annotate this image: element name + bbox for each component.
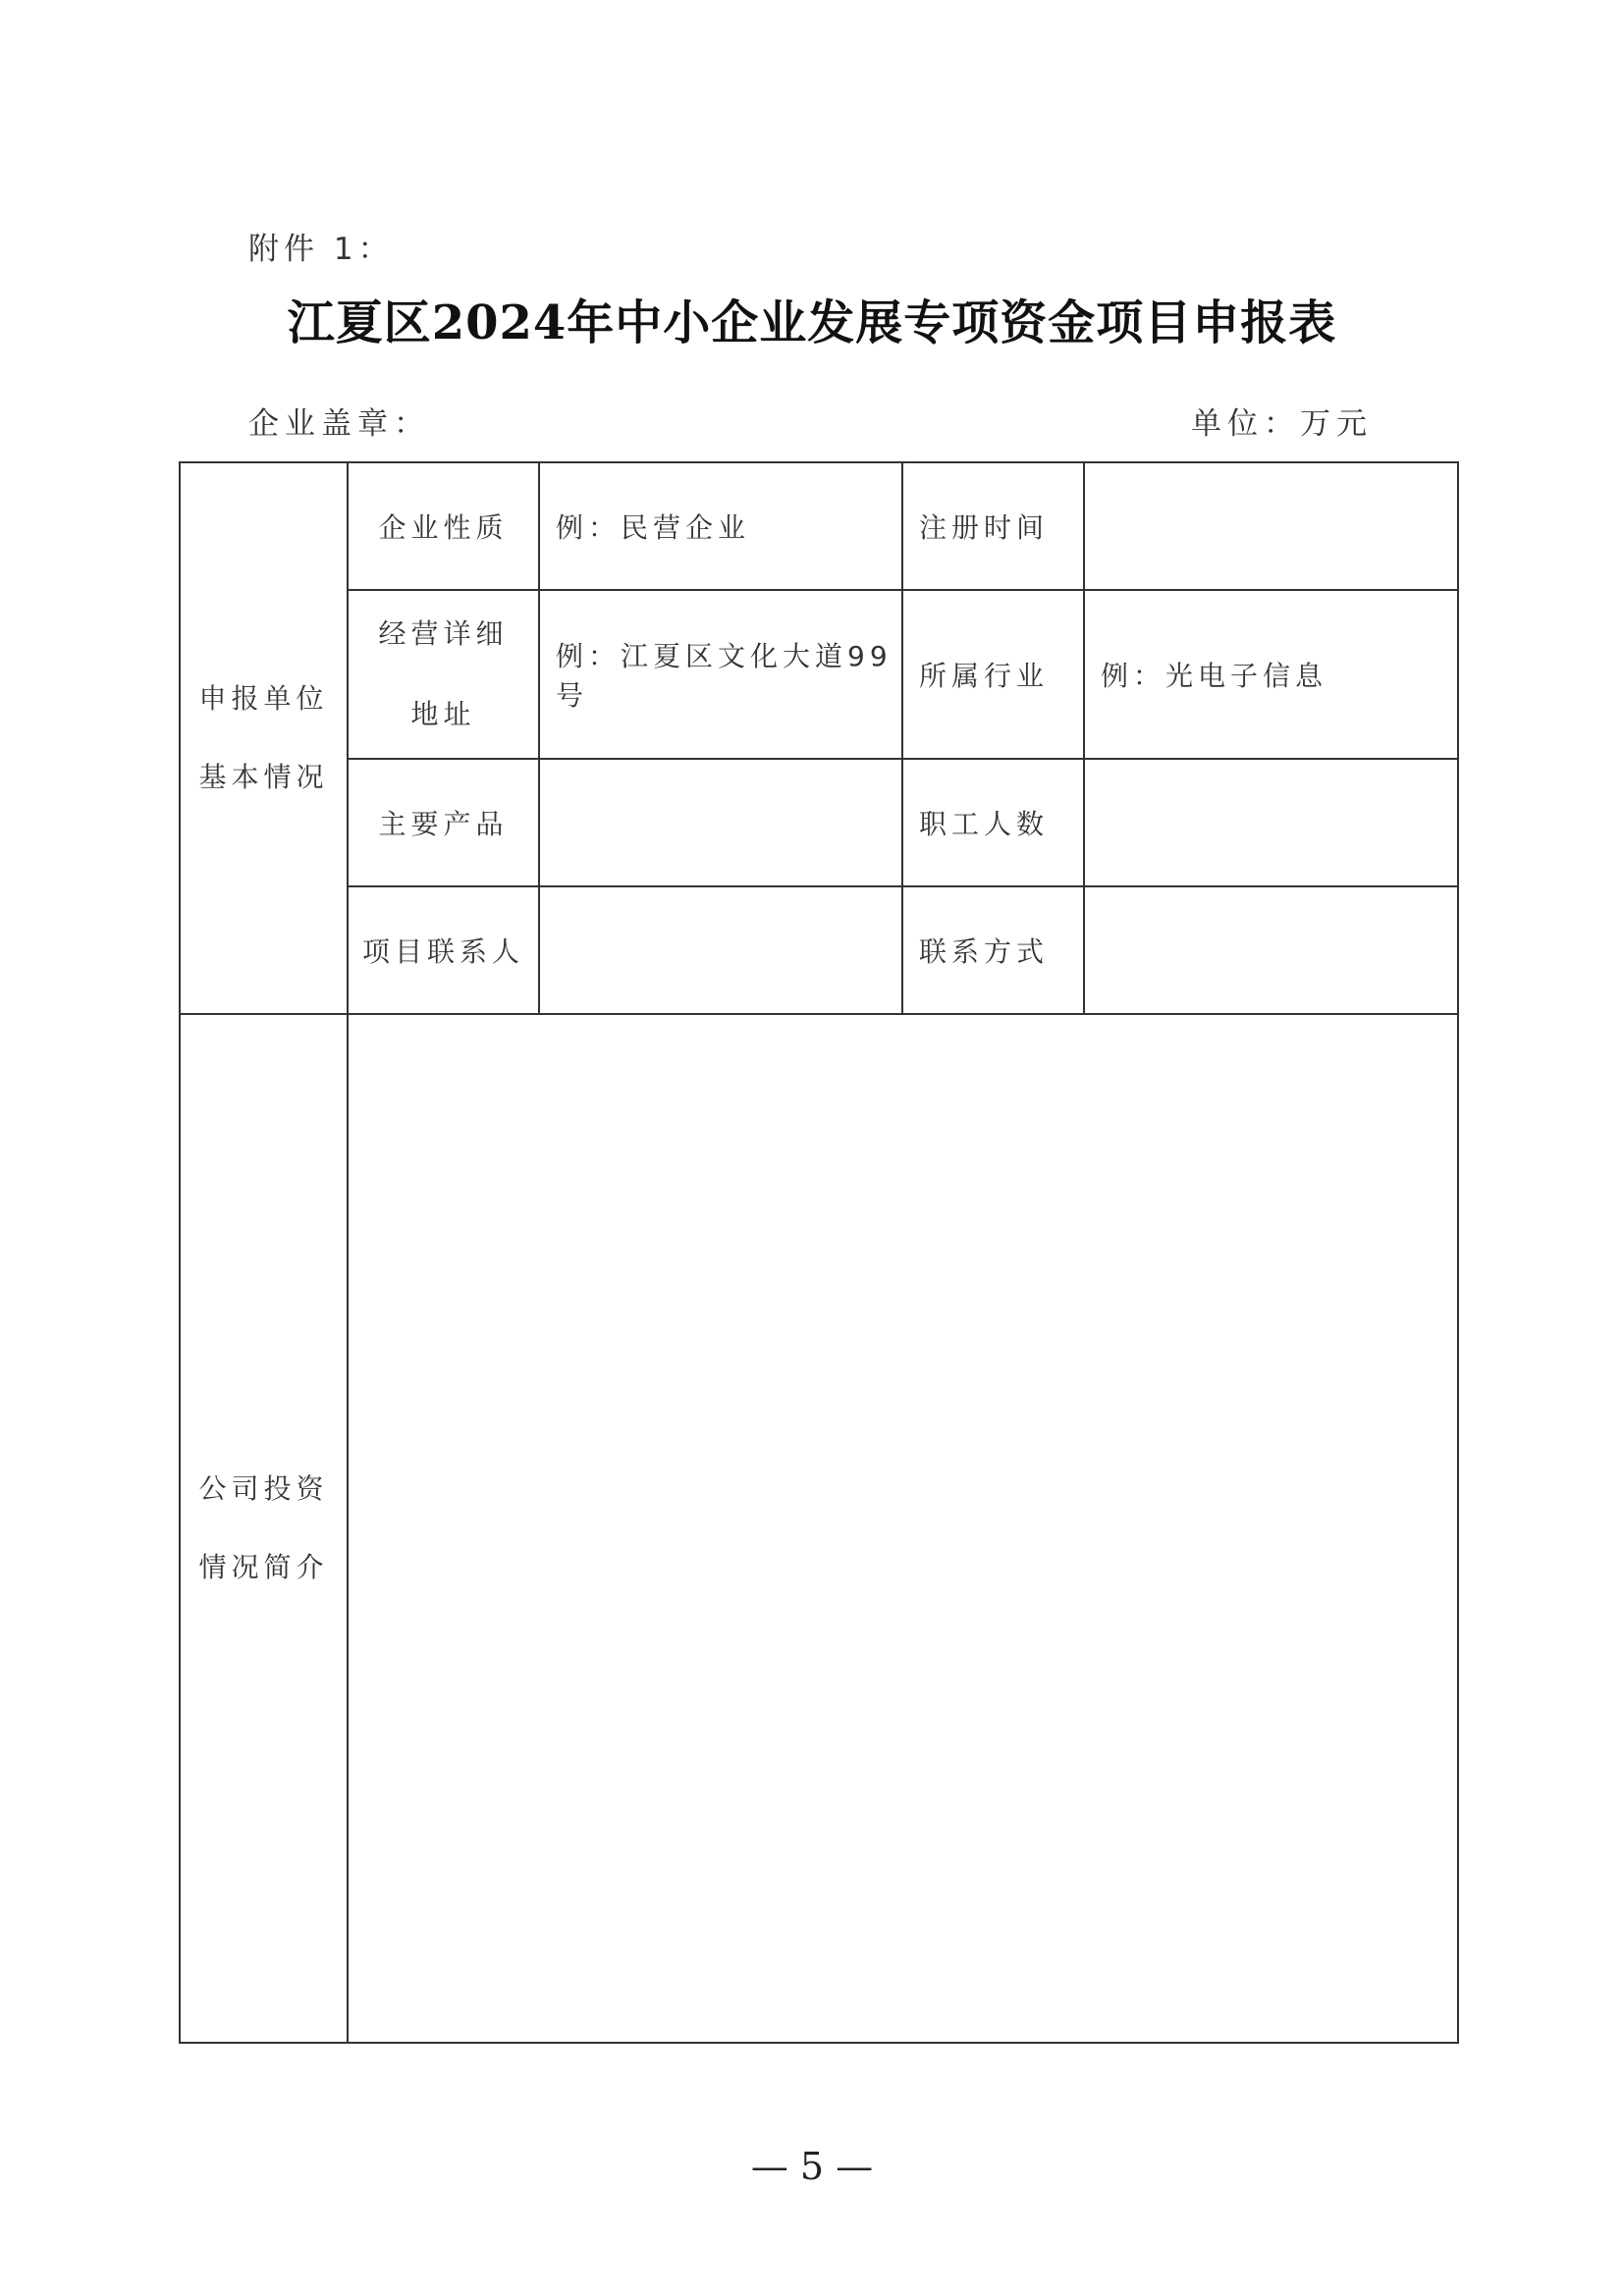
application-form-table [179,461,1459,2044]
unit-label: 单位：万元 [1191,406,1373,442]
main-products-field[interactable] [539,759,902,886]
business-address-label [348,590,539,759]
table-row [180,462,1458,590]
investment-label-line1: 公司投资 [198,1472,329,1505]
project-contact-label: 项目联系人 [348,886,539,1014]
investment-content-field[interactable] [348,1014,1458,2043]
business-address-field[interactable]: 例：江夏区文化大道99号 [539,590,902,759]
basic-info-label-line2: 基本情况 [198,761,329,793]
business-address-label-line2: 地址 [410,698,476,730]
basic-info-label-line1: 申报单位 [198,682,329,715]
page-title: 江夏区2024年中小企业发展专项资金项目申报表 [287,295,1337,350]
enterprise-nature-label: 企业性质 [348,462,539,590]
employee-count-label: 职工人数 [902,759,1084,886]
table-row [180,886,1458,1014]
attachment-label: 附件 1： [248,232,394,267]
seal-label: 企业盖章： [248,406,430,442]
table-row [180,759,1458,886]
employee-count-field[interactable] [1084,759,1458,886]
industry-field[interactable]: 例：光电子信息 [1084,590,1458,759]
table-row [180,590,1458,759]
basic-info-section-label [180,462,348,1014]
contact-method-field[interactable] [1084,886,1458,1014]
industry-label: 所属行业 [902,590,1084,759]
investment-section-label [180,1014,348,2043]
table-row [180,1014,1458,2043]
business-address-label-line1: 经营详细 [378,617,509,650]
enterprise-nature-field[interactable]: 例：民营企业 [539,462,902,590]
contact-method-label: 联系方式 [902,886,1084,1014]
registration-time-label: 注册时间 [902,462,1084,590]
registration-time-field[interactable] [1084,462,1458,590]
main-products-label: 主要产品 [348,759,539,886]
project-contact-field[interactable] [539,886,902,1014]
investment-label-line2: 情况简介 [198,1551,329,1583]
page-number: — 5 — [750,2145,874,2188]
